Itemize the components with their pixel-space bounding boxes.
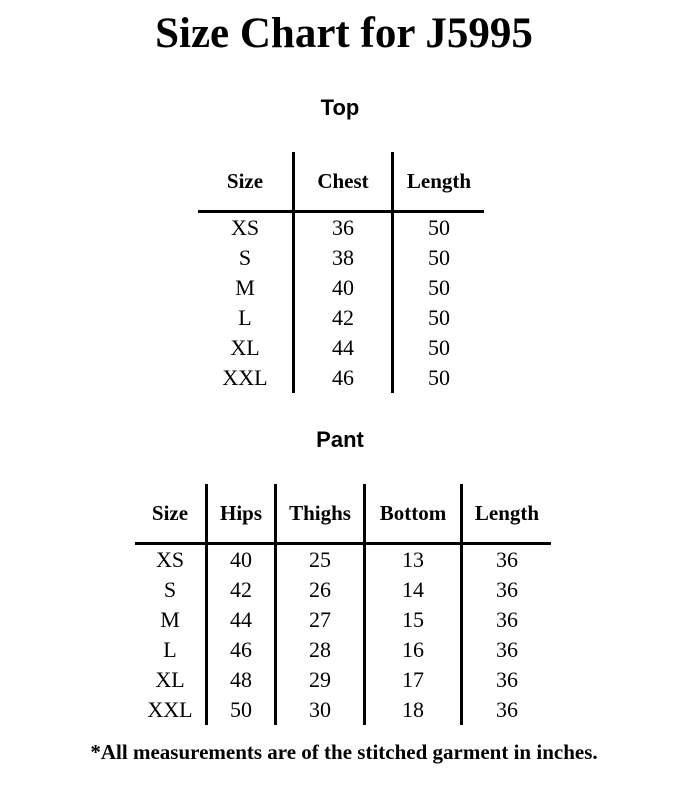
cell-hips: 48 xyxy=(207,665,276,695)
cell-size: XL xyxy=(135,665,207,695)
cell-length: 50 xyxy=(428,365,450,390)
cell-hips: 50 xyxy=(207,695,276,725)
column-header-chest: Chest xyxy=(294,152,393,212)
cell-size: S xyxy=(198,243,294,273)
measurement-footnote: *All measurements are of the stitched garment in inches. xyxy=(90,740,598,764)
cell-length: 36 xyxy=(496,697,518,722)
pant-section-title: Pant xyxy=(316,427,364,452)
table-row xyxy=(198,333,484,363)
top-section-title: Top xyxy=(320,95,360,120)
table-row xyxy=(135,665,551,695)
cell-size: M xyxy=(198,273,294,303)
cell-size: S xyxy=(135,575,207,605)
cell-size: XS xyxy=(135,544,207,576)
cell-size: XL xyxy=(198,333,294,363)
cell-length: 50 xyxy=(428,275,450,300)
table-row xyxy=(198,243,484,273)
column-header-size: Size xyxy=(198,152,294,212)
table-row xyxy=(135,575,551,605)
table-row xyxy=(198,273,484,303)
column-header-length: Length xyxy=(462,484,552,544)
cell-length: 50 xyxy=(428,245,450,270)
cell-length: 36 xyxy=(496,637,518,662)
cell-thighs: 29 xyxy=(276,665,365,695)
cell-length: 50 xyxy=(428,215,450,240)
table-row xyxy=(198,363,484,393)
table-row xyxy=(135,544,551,576)
cell-chest: 44 xyxy=(294,333,393,363)
table-row xyxy=(135,605,551,635)
cell-size: XXL xyxy=(135,695,207,725)
cell-size: M xyxy=(135,605,207,635)
cell-length: 36 xyxy=(496,577,518,602)
cell-chest: 38 xyxy=(294,243,393,273)
table-row xyxy=(198,212,484,244)
column-header-bottom: Bottom xyxy=(365,484,462,544)
cell-length: 36 xyxy=(496,667,518,692)
cell-hips: 46 xyxy=(207,635,276,665)
cell-chest: 42 xyxy=(294,303,393,333)
cell-length: 50 xyxy=(428,335,450,360)
cell-thighs: 27 xyxy=(276,605,365,635)
top-size-table xyxy=(198,152,484,393)
column-header-length: Length xyxy=(393,152,485,212)
cell-bottom: 18 xyxy=(365,695,462,725)
cell-bottom: 15 xyxy=(365,605,462,635)
table-row xyxy=(198,303,484,333)
cell-bottom: 13 xyxy=(365,544,462,576)
column-header-thighs: Thighs xyxy=(276,484,365,544)
cell-bottom: 17 xyxy=(365,665,462,695)
cell-length: 50 xyxy=(428,305,450,330)
cell-size: XS xyxy=(198,212,294,244)
cell-thighs: 25 xyxy=(276,544,365,576)
column-header-hips: Hips xyxy=(207,484,276,544)
cell-chest: 40 xyxy=(294,273,393,303)
cell-size: L xyxy=(198,303,294,333)
cell-thighs: 26 xyxy=(276,575,365,605)
page-title: Size Chart for J5995 xyxy=(155,10,533,57)
cell-length: 36 xyxy=(496,547,518,572)
cell-length: 36 xyxy=(496,607,518,632)
cell-hips: 44 xyxy=(207,605,276,635)
cell-hips: 40 xyxy=(207,544,276,576)
cell-bottom: 14 xyxy=(365,575,462,605)
cell-size: XXL xyxy=(198,363,294,393)
cell-size: L xyxy=(135,635,207,665)
cell-thighs: 30 xyxy=(276,695,365,725)
pant-size-table xyxy=(135,484,551,725)
cell-thighs: 28 xyxy=(276,635,365,665)
cell-bottom: 16 xyxy=(365,635,462,665)
column-header-size: Size xyxy=(135,484,207,544)
table-row xyxy=(135,695,551,725)
cell-chest: 36 xyxy=(294,212,393,244)
table-row xyxy=(135,635,551,665)
cell-hips: 42 xyxy=(207,575,276,605)
table-header-row xyxy=(198,152,484,212)
cell-chest: 46 xyxy=(294,363,393,393)
table-header-row xyxy=(135,484,551,544)
